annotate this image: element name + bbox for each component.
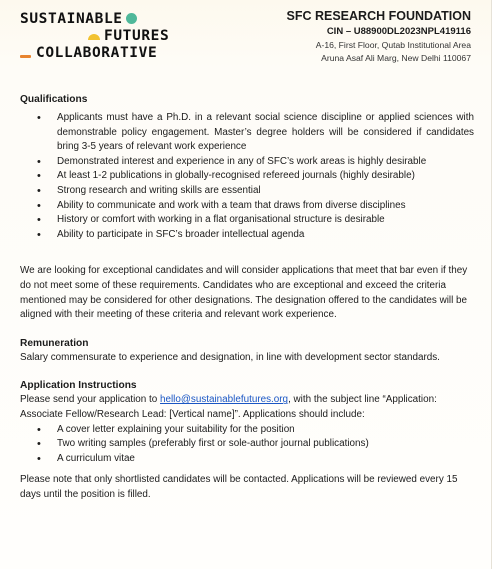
logo-word-collaborative: COLLABORATIVE xyxy=(36,45,158,61)
spacer xyxy=(20,466,474,473)
organisation-cin: CIN – U88900DL2023NPL419116 xyxy=(326,26,471,37)
document-body xyxy=(20,93,474,502)
spacer xyxy=(20,242,474,264)
logo-line-2 xyxy=(20,28,169,45)
list-item: • Ability to communicate and work with a team that draws from diverse disciplines xyxy=(37,199,474,214)
logo-line-1 xyxy=(20,11,169,28)
remuneration-text: Salary commensurate to experience and designation, in line with development sector standards. xyxy=(20,351,440,363)
list-item: • Applicants must have a Ph.D. in a relevant social science discipline or applied sciences with demonstrable policy engagement. Master’s degree holders will be considered if candidates bring 3-5 years of relevant work experience xyxy=(37,111,474,155)
application-items-list xyxy=(20,423,474,467)
yellow-half-sun-icon xyxy=(88,34,100,40)
list-item: • Two writing samples (preferably first or sole-author journal publications) xyxy=(37,437,474,452)
email-link[interactable]: hello@sustainablefutures.org xyxy=(160,394,289,406)
application-text-after: , with the subject line “Application: Associate Fellow/Research Lead: [Vertical name]”. Applications should include: xyxy=(20,394,437,420)
shortlist-note: Please note that only shortlisted candidates will be contacted. Applications will be reviewed every 15 days until the position is filled. xyxy=(20,474,458,500)
list-item: • At least 1-2 publications in globally-recognised refereed journals (highly desirable) xyxy=(37,169,474,184)
list-item: • Strong research and writing skills are essential xyxy=(37,184,474,199)
spacer xyxy=(20,323,474,337)
exceptional-candidates-paragraph: We are looking for exceptional candidates and will consider applications that meet that bar even if they do not meet some of these requirements. Candidates who are exceptional and exceed the criteria mentioned may be considered for other designations. The designation offered to the candidates will be aligned with their meeting of these criteria and relevant work experience. xyxy=(20,265,468,321)
logo-word-futures: FUTURES xyxy=(104,28,170,44)
list-item: • A curriculum vitae xyxy=(37,452,474,467)
list-item: • A cover letter explaining your suitability for the position xyxy=(37,423,474,438)
application-text-before: Please send your application to xyxy=(20,394,160,406)
list-item: • Ability to participate in SFC’s broader intellectual agenda xyxy=(37,228,474,243)
application-instructions-heading: Application Instructions xyxy=(20,380,137,392)
organisation-address-line-2: Aruna Asaf Ali Marg, New Delhi 110067 xyxy=(321,53,471,63)
logo-word-sustainable: SUSTAINABLE xyxy=(20,11,123,27)
organisation-address-line-1: A-16, First Floor, Qutab Institutional Area xyxy=(315,40,471,50)
list-item: • Demonstrated interest and experience in any of SFC’s work areas is highly desirable xyxy=(37,155,474,170)
organisation-name: SFC RESEARCH FOUNDATION xyxy=(286,9,471,23)
list-item: • History or comfort with working in a flat organisational structure is desirable xyxy=(37,213,474,228)
orange-dash-icon xyxy=(20,55,31,58)
sfc-logo xyxy=(20,11,169,62)
green-circle-icon xyxy=(126,13,137,24)
qualifications-list xyxy=(20,111,474,242)
logo-line-3 xyxy=(20,45,169,62)
spacer xyxy=(20,365,474,379)
remuneration-heading: Remuneration xyxy=(20,337,89,349)
organisation-header xyxy=(287,8,472,65)
application-instructions-text xyxy=(20,393,474,422)
qualifications-heading: Qualifications xyxy=(20,94,88,105)
